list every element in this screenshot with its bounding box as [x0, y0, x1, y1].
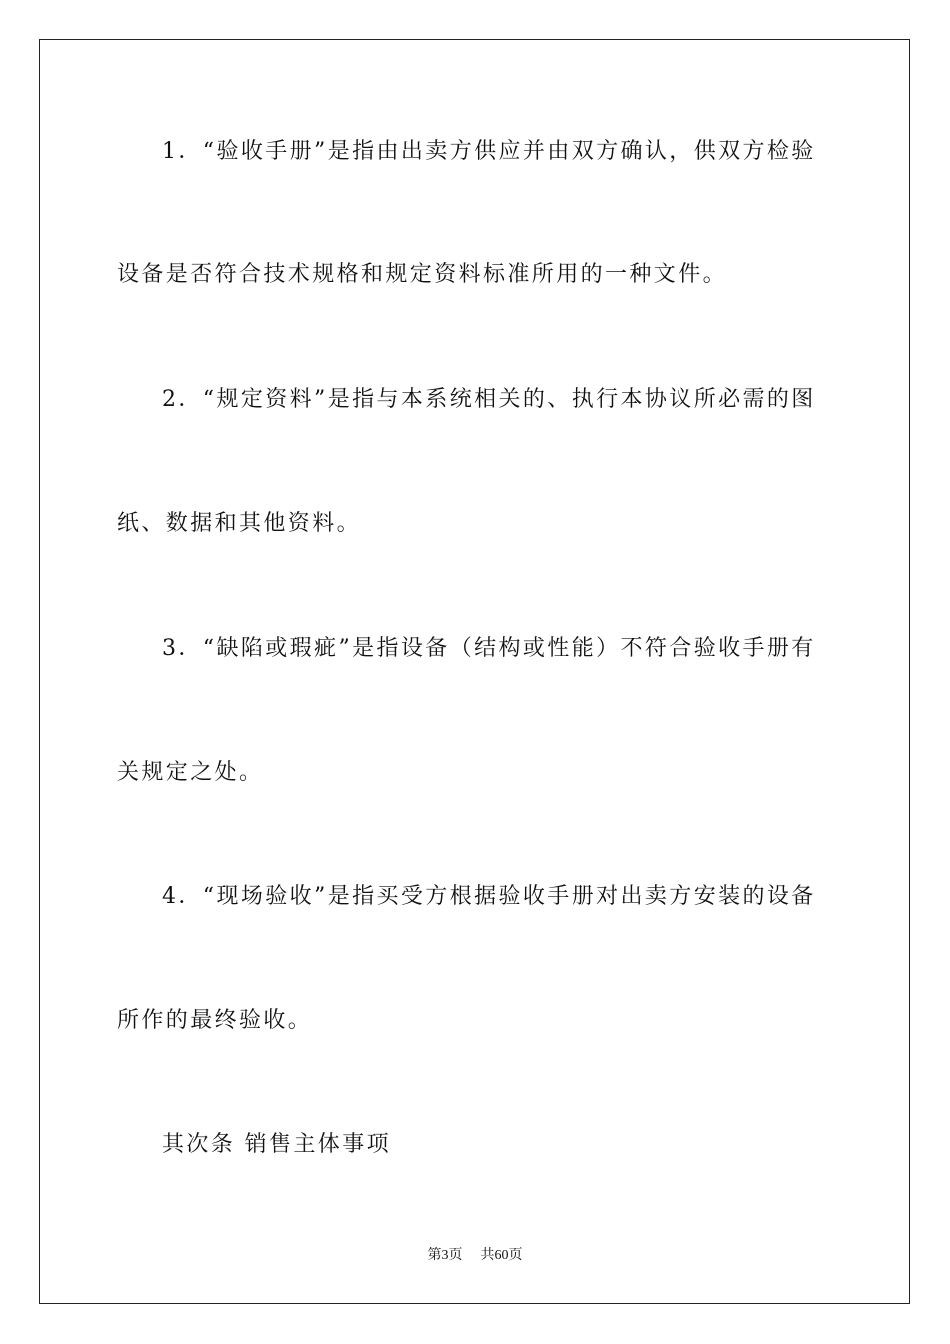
page-number: 第3页: [427, 1248, 463, 1263]
paragraph-2-line-2: 纸、数据和其他资料。: [117, 511, 362, 536]
paragraph-2-line-1: 2．“规定资料”是指与本系统相关的、执行本协议所必需的图: [162, 387, 816, 412]
page-total: 共60页: [480, 1248, 523, 1263]
paragraph-1-line-2: 设备是否符合技术规格和规定资料标准所用的一种文件。: [117, 262, 728, 287]
paragraph-3-line-1: 3．“缺陷或瑕疵”是指设备（结构或性能）不符合验收手册有: [162, 636, 816, 661]
paragraph-3-line-2: 关规定之处。: [117, 760, 264, 785]
page-footer: [0, 1246, 950, 1266]
paragraph-4-line-1: 4．“现场验收”是指买受方根据验收手册对出卖方安装的设备: [162, 884, 816, 909]
paragraph-4-line-2: 所作的最终验收。: [117, 1008, 313, 1033]
paragraph-1-line-1: 1．“验收手册”是指由出卖方供应并由双方确认，供双方检验: [162, 139, 816, 164]
page-border: [39, 39, 910, 1304]
section-heading: 其次条 销售主体事项: [162, 1132, 391, 1157]
